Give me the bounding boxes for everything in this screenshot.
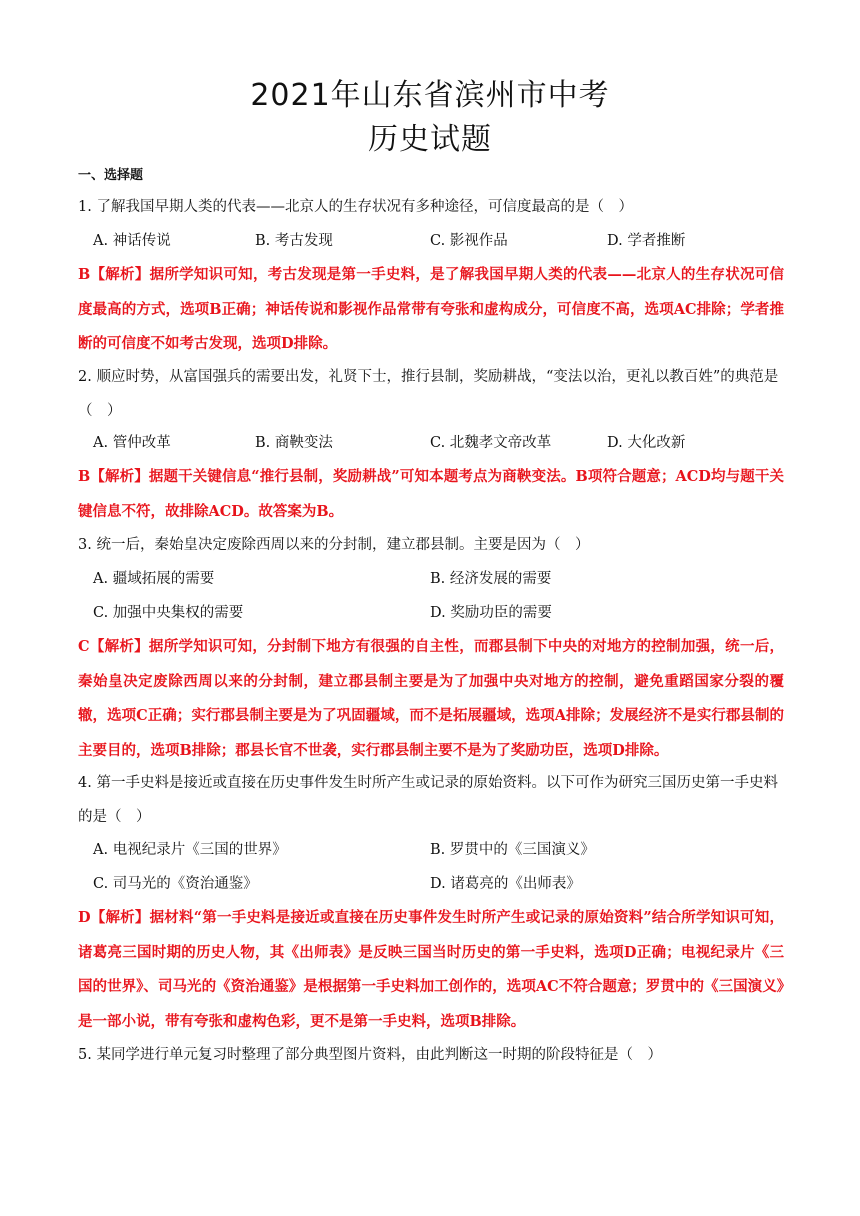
option-a: A. 电视纪录片《三国的世界》: [93, 842, 287, 858]
option-b: B. 经济发展的需要: [430, 571, 552, 587]
question-3-stem: 3. 统一后，秦始皇决定废除西周以来的分封制，建立郡县制。主要是因为（ ）: [78, 537, 590, 553]
option-b: B. 考古发现: [255, 233, 333, 249]
question-4-options-row2: [93, 867, 783, 901]
question-1-options: [93, 224, 783, 258]
question-3-options-row1: [93, 562, 783, 596]
option-c: C. 北魏孝文帝改革: [430, 435, 552, 451]
question-1-analysis: B【解析】据所学知识可知，考古发现是第一手史料，是了解我国早期人类的代表——北京人的生存状况可信度最高的方式，选项B正确；神话传说和影视作品常带有夸张和虚构成分，可信度不高，选项AC排除；学者推断的可信度不如考古发现，选项D排除。: [78, 266, 784, 352]
option-a: A. 管仲改革: [93, 435, 171, 451]
question-1-stem: 1. 了解我国早期人类的代表——北京人的生存状况有多种途径，可信度最高的是（ ）: [78, 199, 633, 215]
question-5-stem: 5. 某同学进行单元复习时整理了部分典型图片资料，由此判断这一时期的阶段特征是（ ）: [78, 1047, 662, 1063]
option-a: A. 神话传说: [93, 233, 171, 249]
question-4-options-row1: [93, 833, 783, 867]
option-d: D. 诸葛亮的《出师表》: [430, 876, 581, 892]
option-c: C. 加强中央集权的需要: [93, 605, 244, 621]
option-c: C. 司马光的《资治通鉴》: [93, 876, 258, 892]
section-heading: 一、选择题: [78, 168, 144, 183]
question-4-stem: 4. 第一手史料是接近或直接在历史事件发生时所产生或记录的原始资料。以下可作为研究三国历史第一手史料的是（ ）: [78, 775, 778, 825]
option-d: D. 学者推断: [607, 233, 686, 249]
option-b: B. 商鞅变法: [255, 435, 333, 451]
question-4-analysis: D【解析】据材料“第一手史料是接近或直接在历史事件发生时所产生或记录的原始资料”结合所学知识可知，诸葛亮三国时期的历史人物，其《出师表》是反映三国当时历史的第一手史料，选项D正确；电视纪录片《三国的世界》、司马光的《资治通鉴》是根据第一手史料加工创作的，选项AC不符合题意；罗贯中的《三国演义》是一部小说，带有夸张和虚构色彩，更不是第一手史料，选项B排除。: [78, 909, 784, 1030]
exam-subtitle: 历史试题: [368, 122, 492, 157]
option-c: C. 影视作品: [430, 233, 508, 249]
question-3-analysis: C【解析】据所学知识可知，分封制下地方有很强的自主性，而郡县制下中央的对地方的控制加强，统一后，秦始皇决定废除西周以来的分封制，建立郡县制主要是为了加强中央对地方的控制，避免重蹈国家分裂的覆辙，选项C正确；实行郡县制主要是为了巩固疆域，而不是拓展疆域，选项A排除；发展经济不是实行郡县制的主要目的，选项B排除；郡县长官不世袭，实行郡县制主要不是为了奖励功臣，选项D排除。: [78, 638, 784, 759]
question-2-stem: 2. 顺应时势，从富国强兵的需要出发，礼贤下士，推行县制，奖励耕战，“变法以治，更礼以教百姓”的典范是（ ）: [78, 369, 779, 419]
option-d: D. 大化改新: [607, 435, 686, 451]
exam-title: 2021年山东省滨州市中考: [250, 78, 610, 113]
question-2-analysis: B【解析】据题干关键信息“推行县制，奖励耕战”可知本题考点为商鞅变法。B项符合题意；ACD均与题干关键信息不符，故排除ACD。故答案为B。: [78, 468, 784, 520]
option-d: D. 奖励功臣的需要: [430, 605, 552, 621]
option-b: B. 罗贯中的《三国演义》: [430, 842, 595, 858]
question-3-options-row2: [93, 596, 783, 630]
option-a: A. 疆域拓展的需要: [93, 571, 215, 587]
question-2-options: [93, 426, 783, 460]
